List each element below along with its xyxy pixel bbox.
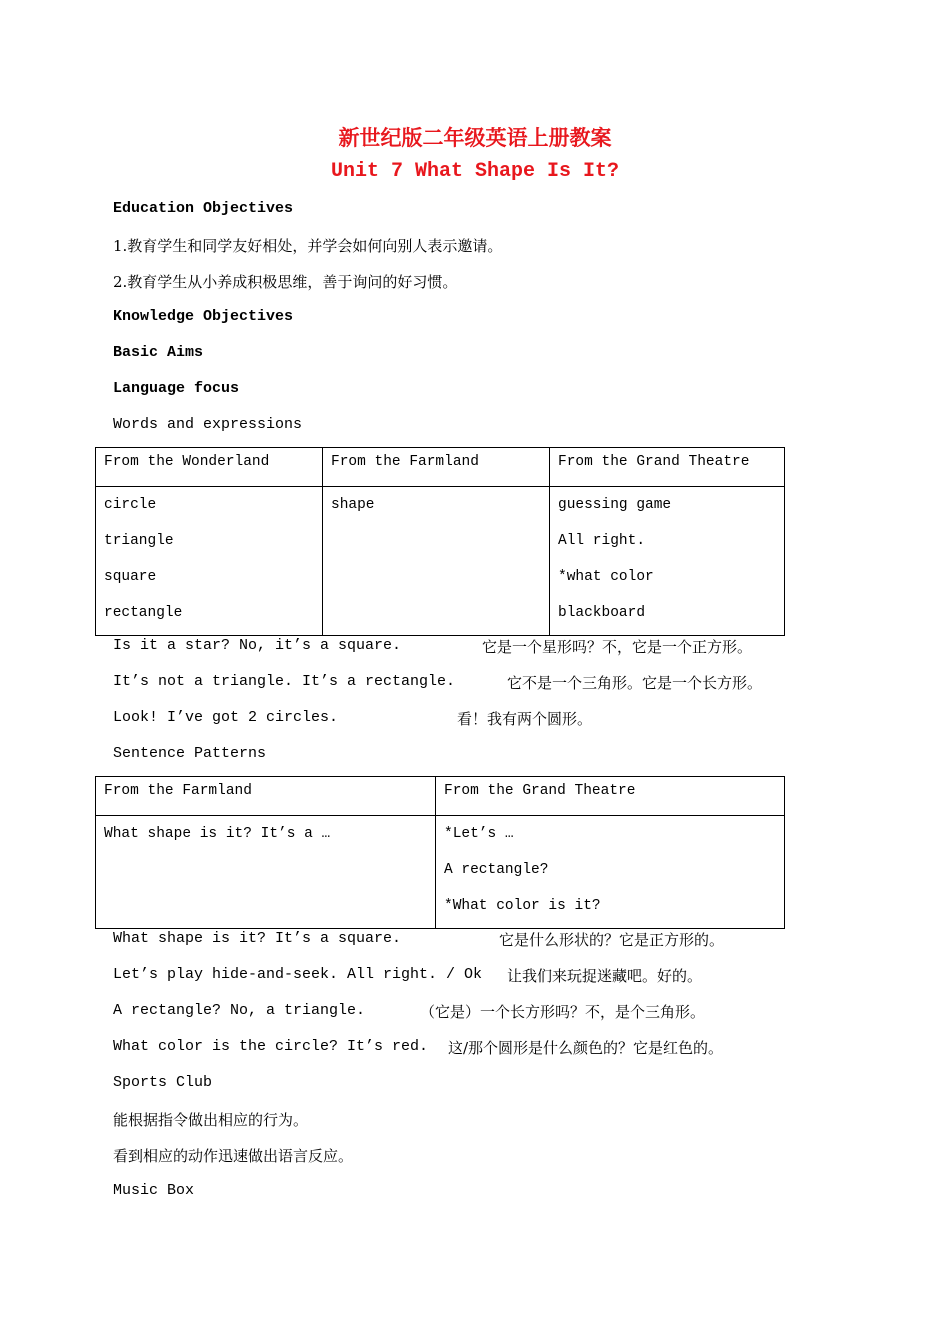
example-sentence-en: Let’s play hide-and-seek. All right. / Ok [113, 966, 483, 983]
sentence-table-header: From the Grand Theatre [436, 777, 785, 816]
word-item: circle [104, 497, 157, 513]
heading-basic-aims: Basic Aims [113, 344, 204, 361]
heading-words-expressions: Words and expressions [113, 416, 303, 433]
document-title-english: Unit 7 What Shape Is It? [330, 160, 620, 183]
word-item: blackboard [558, 605, 646, 621]
example-sentence-en: What color is the circle? It’s red. [113, 1038, 429, 1055]
heading-language-focus: Language focus [113, 380, 240, 397]
heading-knowledge-objectives: Knowledge Objectives [113, 308, 294, 325]
heading-sports-club: Sports Club [113, 1074, 213, 1091]
example-sentence-cn: 看！我有两个圆形。 [457, 710, 593, 728]
words-table [95, 447, 785, 636]
example-sentence-en: Look! I’ve got 2 circles. [113, 709, 339, 726]
example-sentence-cn: 这/那个圆形是什么颜色的？它是红色的。 [448, 1039, 724, 1057]
words-table-header: From the Grand Theatre [550, 448, 785, 487]
objective-item-1: 1.教育学生和同学友好相处，并学会如何向别人表示邀请。 [113, 237, 503, 255]
sentence-table-header: From the Farmland [96, 777, 436, 816]
heading-sentence-patterns: Sentence Patterns [113, 745, 267, 762]
example-sentence-cn: 它是什么形状的？它是正方形的。 [499, 931, 725, 949]
example-sentence-cn: 让我们来玩捉迷藏吧。好的。 [507, 967, 703, 985]
example-sentence-cn: 它是一个星形吗？不，它是一个正方形。 [482, 638, 753, 656]
words-table-header: From the Wonderland [96, 448, 323, 487]
example-sentence-en: What shape is it? It’s a square. [113, 930, 402, 947]
sports-item-2: 看到相应的动作迅速做出语言反应。 [113, 1147, 354, 1165]
sentence-table [95, 776, 785, 929]
word-item: triangle [104, 533, 174, 549]
words-table-header: From the Farmland [323, 448, 550, 487]
word-item: *what color [558, 569, 654, 585]
sentence-item: *What color is it? [444, 898, 601, 914]
word-item: All right. [558, 533, 646, 549]
sentence-item: A rectangle? [444, 862, 549, 878]
word-item: square [104, 569, 157, 585]
example-sentence-en: Is it a star? No, it’s a square. [113, 637, 402, 654]
heading-education-objectives: Education Objectives [113, 200, 294, 217]
objective-item-2: 2.教育学生从小养成积极思维，善于询问的好习惯。 [113, 273, 458, 291]
sentence-item: What shape is it? It’s a … [104, 826, 331, 842]
word-item: shape [331, 497, 375, 513]
example-sentence-en: It’s not a triangle. It’s a rectangle. [113, 673, 456, 690]
document-title-chinese: 新世纪版二年级英语上册教案 [338, 125, 612, 150]
word-item: rectangle [104, 605, 183, 621]
example-sentence-cn: （它是）一个长方形吗？不，是个三角形。 [420, 1003, 706, 1021]
example-sentence-cn: 它不是一个三角形。它是一个长方形。 [507, 674, 763, 692]
example-sentence-en: A rectangle? No, a triangle. [113, 1002, 366, 1019]
sentence-item: *Let’s … [444, 826, 514, 842]
sports-item-1: 能根据指令做出相应的行为。 [113, 1111, 309, 1129]
heading-music-box: Music Box [113, 1182, 195, 1199]
word-item: guessing game [558, 497, 672, 513]
